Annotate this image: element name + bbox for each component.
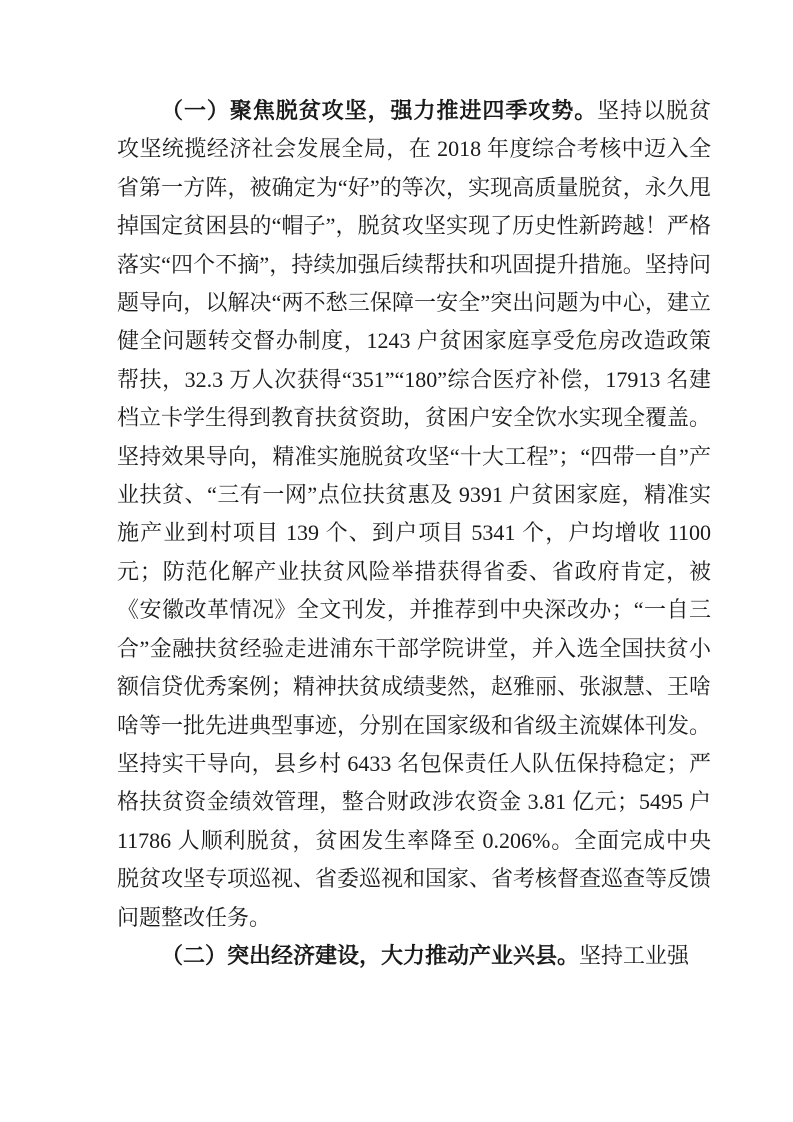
paragraph-2-heading: （二）突出经济建设，大力推动产业兴县。 — [161, 942, 580, 968]
paragraph-2-body: 坚持工业强 — [579, 942, 690, 968]
paragraph-1-body: 坚持以脱贫攻坚统揽经济社会发展全局，在 2018 年度综合考核中迈入全省第一方阵，被确定为“好”的等次，实现高质量脱贫，永久甩掉国定贫困县的“帽子”，脱贫攻坚实现了历史性新跨越！严格落实“四个不摘”，持续加强后续帮扶和巩固提升措施。坚持问题导向，以解决“两不愁三保障一安全”突出问题为中心，建立健全问题转交督办制度，1243 户贫困家庭享受危房改造政策帮扶，32.3 万人次获得“351”“180”综合医疗补偿，17913 名建档立卡学生得到教育扶贫资助，贫困户安全饮水实现全覆盖。坚持效果导向，精准实施脱贫攻坚“十大工程”；“四带一自”产业扶贫、“三有一网”点位扶贫惠及 9391 户贫困家庭，精准实施产业到村项目 139 个、到户项目 5341 个，户均增收 1100 元；防范化解产业扶贫风险举措获得省委、省政府肯定，被《安徽改革情况》全文刊发，并推荐到中央深改办；“一自三合”金融扶贫经验走进浦东干部学院讲堂，并入选全国扶贫小额信贷优秀案例；精神扶贫成绩斐然，赵雅丽、张淑慧、王啥啥等一批先进典型事迹，分别在国家级和省级主流媒体刊发。坚持实干导向，县乡村 6433 名包保责任人队伍保持稳定；严格扶贫资金绩效管理，整合财政涉农资金 3.81 亿元；5495 户 11786 人顺利脱贫，贫困发生率降至 0.206%。全面完成中央脱贫攻坚专项巡视、省委巡视和国家、省考核督查巡查等反馈问题整改任务。 — [117, 98, 712, 930]
paragraph-economic-development — [117, 937, 711, 975]
paragraph-poverty-alleviation — [117, 92, 711, 937]
paragraph-1-heading: （一）聚焦脱贫攻坚，强力推进四季攻势。 — [161, 98, 598, 123]
